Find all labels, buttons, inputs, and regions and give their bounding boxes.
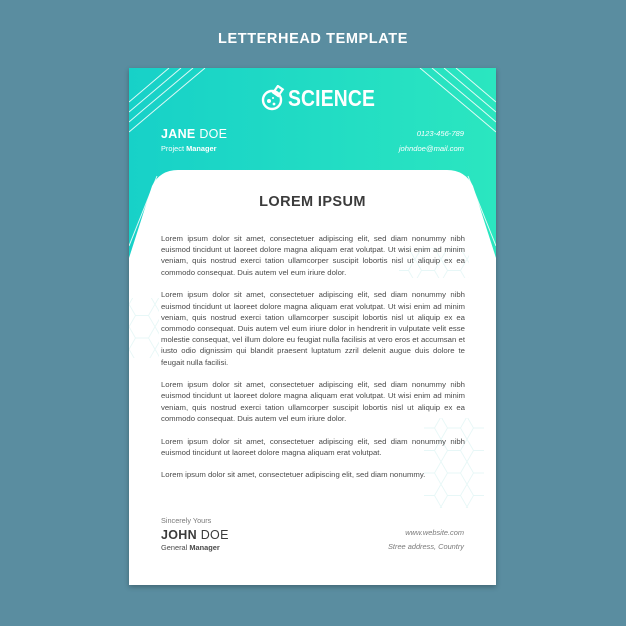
sender-name	[161, 127, 227, 141]
signer-role	[161, 543, 220, 552]
sender-last-name: DOE	[199, 127, 228, 141]
sender-role	[161, 144, 216, 153]
body-paragraph: Lorem ipsum dolor sit amet, consectetuer adipiscing elit, sed diam nonummy nibh euismod tincidunt ut laoreet dolore magna aliquam erat volutpat. Ut wisi enim ad minim veniam, quis nostrud exerci tation ullamcorper suscipit lobortis nisl ut aliquip ex ea commodo consequat. Duis autem vel eum iriure dolor.	[161, 234, 465, 277]
science-logo	[260, 80, 392, 116]
signer-role-second: Manager	[189, 543, 220, 552]
body-paragraph: Lorem ipsum dolor sit amet, consectetuer adipiscing elit, sed diam nonummy.	[161, 470, 426, 480]
closing-text: Sincerely Yours	[161, 516, 212, 525]
signer-role-first: General	[161, 543, 188, 552]
signer-last-name: DOE	[200, 528, 229, 542]
body-paragraph: Lorem ipsum dolor sit amet, consectetuer adipiscing elit, sed diam nonummy nibh euismod tincidunt ut laoreet dolore magna aliquam erat volutpat. Ut wisi enim ad minim veniam, quis nostrud exerci tation ullamcorper suscipit lobortis nisl ut aliquip ex ea commodo consequat. Duis autem vel eum iriure dolor in hendrerit in vulputate velit esse molestie consequat, vel illum dolore eu feugiat nulla facilisis at vero eros et accumsan et iusto odio dignissim qui blandit praesent luptatum zzril delenit augue duis dolore te feugait nulla facilisi.	[161, 290, 465, 367]
website-text: www.website.com	[405, 528, 464, 537]
sender-email: johndoe@mail.com	[398, 144, 464, 153]
sender-role-second: Manager	[186, 144, 217, 153]
signer-name	[161, 528, 229, 542]
banner-title: LETTERHEAD TEMPLATE	[218, 31, 408, 47]
body-paragraph: Lorem ipsum dolor sit amet, consectetuer adipiscing elit, sed diam nonummy nibh euismod tincidunt ut laoreet dolore magna aliquam erat volutpat. Ut wisi enim ad minim veniam, quis nostrud exerci tation ullamcorper suscipit lobortis nisl ut aliquip ex ea commodo consequat. Duis autem vel eum iriure dolor.	[161, 380, 465, 423]
sender-role-first: Project	[161, 144, 185, 153]
body-paragraph: Lorem ipsum dolor sit amet, consectetuer adipiscing elit, sed diam nonummy nibh euismod tincidunt ut laoreet dolore magna aliquam erat volutpat.	[161, 436, 465, 457]
letter-body	[161, 233, 465, 492]
signer-first-name: JOHN	[161, 528, 197, 542]
sender-phone: 0123-456-789	[416, 129, 464, 138]
letterhead-page	[129, 68, 496, 585]
flask-icon	[260, 85, 286, 111]
sender-first-name: JANE	[161, 127, 196, 141]
address-text: Stree address, Country	[388, 542, 464, 551]
logo-text: SCIENCE	[288, 84, 376, 111]
document-title: LOREM IPSUM	[259, 194, 366, 210]
